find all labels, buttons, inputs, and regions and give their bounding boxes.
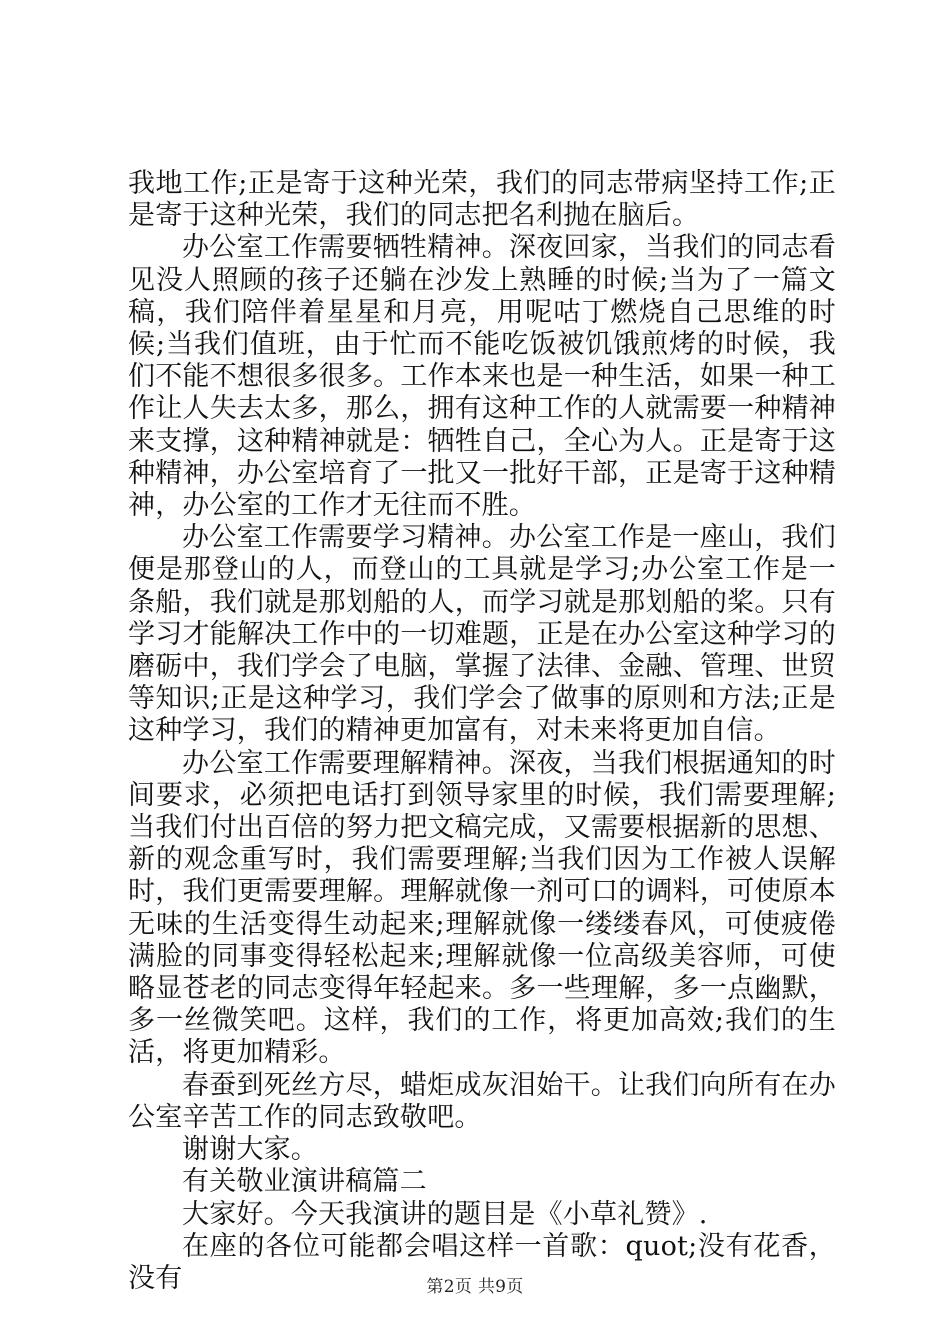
- paragraph-3: 办公室工作需要学习精神。办公室工作是一座山，我们便是那登山的人，而登山的工具就是学习;办公室工作是一条船，我们就是那划船的人，而学习就是那划船的桨。只有学习才能解决工作中的一切难题，正是在办公室这种学习的磨砺中，我们学会了电脑，掌握了法律、金融、管理、世贸等知识;正是这种学习，我们学会了做事的原则和方法;正是这种学习，我们的精神更加富有，对未来将更加自信。: [128, 522, 836, 747]
- page-footer: 第2页 共9页: [426, 1277, 524, 1297]
- paragraph-9: 在座的各位可能都会唱这样一首歌：quot;没有花香，没有: [128, 1230, 836, 1294]
- paragraph-7: 有关敬业演讲稿篇二: [182, 1166, 427, 1198]
- paragraph-8: 大家好。今天我演讲的题目是《小草礼赞》.: [182, 1198, 708, 1230]
- paragraph-1: 我地工作;正是寄于这种光荣，我们的同志带病坚持工作;正是寄于这种光荣，我们的同志把名利抛在脑后。: [128, 168, 836, 232]
- paragraph-5: 春蚕到死丝方尽，蜡炬成灰泪始干。让我们向所有在办公室辛苦工作的同志致敬吧。: [128, 1069, 836, 1133]
- paragraph-2: 办公室工作需要牺牲精神。深夜回家，当我们的同志看见没人照顾的孩子还躺在沙发上熟睡的时候;当为了一篇文稿，我们陪伴着星星和月亮，用呢咕丁燃烧自己思维的时候;当我们值班，由于忙而不能吃饭被饥饿煎烤的时候，我们不能不想很多很多。工作本来也是一种生活，如果一种工作让人失去太多，那么，拥有这种工作的人就需要一种精神来支撑，这种精神就是：牺牲自己，全心为人。正是寄于这种精神，办公室培育了一批又一批好干部，正是寄于这种精神，办公室的工作才无往而不胜。: [128, 232, 836, 522]
- document-body: [128, 168, 836, 1295]
- paragraph-6: 谢谢大家。: [182, 1134, 318, 1166]
- paragraph-4: 办公室工作需要理解精神。深夜，当我们根据通知的时间要求，必须把电话打到领导家里的时候，我们需要理解;当我们付出百倍的努力把文稿完成，又需要根据新的思想、新的观念重写时，我们需要理解;当我们因为工作被人误解时，我们更需要理解。理解就像一剂可口的调料，可使原本无味的生活变得生动起来;理解就像一缕缕春风，可使疲倦满脸的同事变得轻松起来;理解就像一位高级美容师，可使略显苍老的同志变得年轻起来。多一些理解，多一点幽默，多一丝微笑吧。这样，我们的工作，将更加高效;我们的生活，将更加精彩。: [128, 747, 836, 1069]
